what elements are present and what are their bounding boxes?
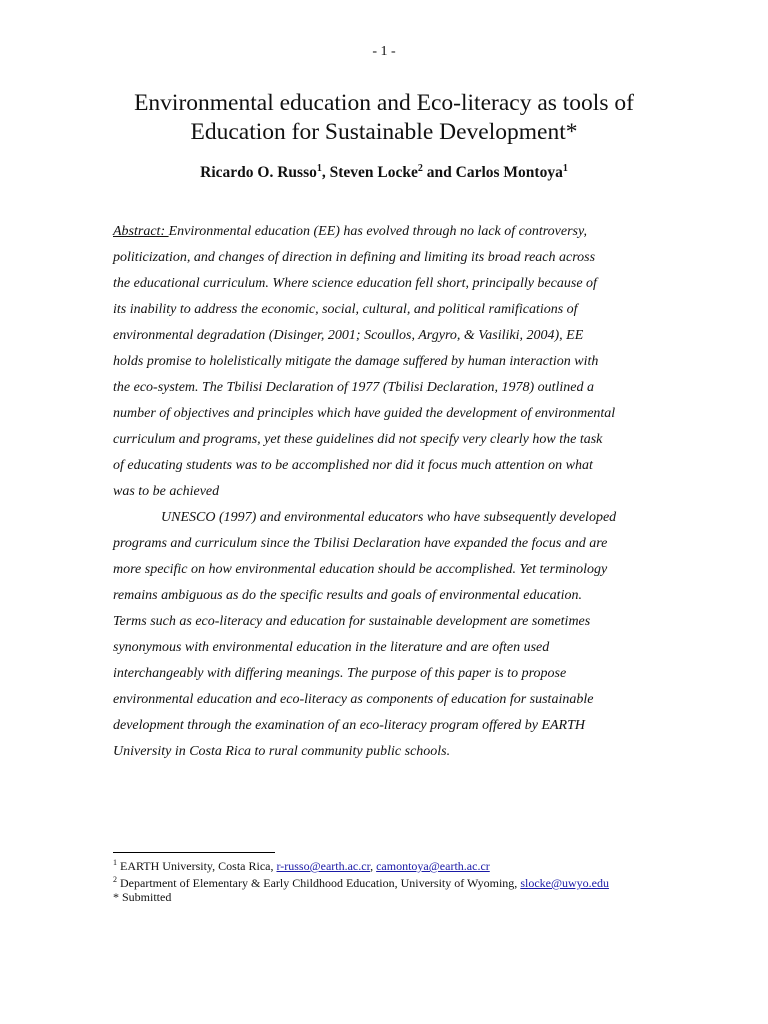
footnote-separator: , — [370, 859, 377, 873]
abstract-line: holds promise to holelistically mitigate the damage suffered by human interaction with — [113, 354, 599, 369]
footnote-mark: 2 — [113, 875, 117, 884]
footnote-2 — [113, 873, 673, 890]
paragraph-line: interchangeably with differing meanings. The purpose of this paper is to propose — [113, 666, 567, 681]
abstract-line: the eco-system. The Tbilisi Declaration of 1977 (Tbilisi Declaration, 1978) outlined a — [113, 380, 595, 395]
author-affiliation-mark: 1 — [316, 163, 322, 174]
author-name: Ricardo O. Russo — [200, 164, 317, 182]
footnote-text: Department of Elementary & Early Childhood Education, University of Wyoming, — [117, 876, 521, 890]
paragraph-line: UNESCO (1997) and environmental educators who have subsequently developed — [161, 510, 617, 525]
title-line: Environmental education and Eco-literacy as tools of — [134, 90, 634, 116]
paragraph-line: development through the examination of an eco-literacy program offered by EARTH — [113, 718, 586, 733]
abstract-line: of educating students was to be accomplished nor did it focus much attention on what — [113, 458, 593, 473]
author-separator: and — [422, 164, 456, 182]
footnote-3: * Submitted — [113, 890, 172, 904]
author-name: Carlos Montoya — [455, 164, 563, 182]
abstract-text: Environmental education (EE) has evolved through no lack of controversy, — [168, 224, 587, 239]
paragraph-line: more specific on how environmental education should be accomplished. Yet terminology — [113, 562, 608, 577]
paragraph-line: synonymous with environmental education in the literature and are often used — [113, 640, 550, 655]
page-number: - 1 - — [372, 44, 396, 59]
author-affiliation-mark: 1 — [562, 163, 568, 174]
email-link-montoya[interactable]: camontoya@earth.ac.cr — [376, 859, 490, 873]
abstract-line: number of objectives and principles which have guided the development of environmental — [113, 406, 616, 421]
abstract-line: curriculum and programs, yet these guidelines did not specify very clearly how the task — [113, 432, 603, 447]
footnote-divider — [113, 852, 275, 853]
abstract-line: was to be achieved — [113, 484, 220, 499]
footnotes — [113, 856, 673, 904]
title-line: Education for Sustainable Development* — [190, 119, 578, 145]
footnote-1 — [113, 856, 673, 873]
abstract-line: politicization, and changes of direction in defining and limiting its broad reach across — [113, 250, 596, 265]
author-name: Steven Locke — [329, 164, 418, 182]
footnote-text: EARTH University, Costa Rica, — [117, 859, 277, 873]
paragraph-line: environmental education and eco-literacy as components of education for sustainable — [113, 692, 594, 707]
email-link-locke[interactable]: slocke@uwyo.edu — [520, 876, 610, 890]
paragraph-line: Terms such as eco-literacy and education for sustainable development are sometimes — [113, 614, 591, 629]
author-separator: , — [321, 164, 330, 182]
abstract-body — [113, 219, 658, 765]
paragraph-line: remains ambiguous as do the specific results and goals of environmental education. — [113, 588, 582, 603]
author-list — [0, 163, 768, 182]
abstract-line: the educational curriculum. Where science education fell short, principally because of — [113, 276, 597, 291]
abstract-label: Abstract: — [113, 224, 169, 239]
paragraph-line: University in Costa Rica to rural community public schools. — [113, 744, 451, 759]
paragraph-line: programs and curriculum since the Tbilisi Declaration have expanded the focus and are — [113, 536, 608, 551]
abstract-line — [113, 219, 658, 245]
email-link-russo[interactable]: r-russo@earth.ac.cr — [276, 859, 371, 873]
abstract-line: its inability to address the economic, social, cultural, and political ramifications of — [113, 302, 578, 317]
author-affiliation-mark: 2 — [417, 163, 423, 174]
paper-title — [60, 89, 708, 147]
footnote-mark: 1 — [113, 858, 117, 867]
abstract-line: environmental degradation (Disinger, 2001; Scoullos, Argyro, & Vasiliki, 2004), EE — [113, 328, 584, 343]
